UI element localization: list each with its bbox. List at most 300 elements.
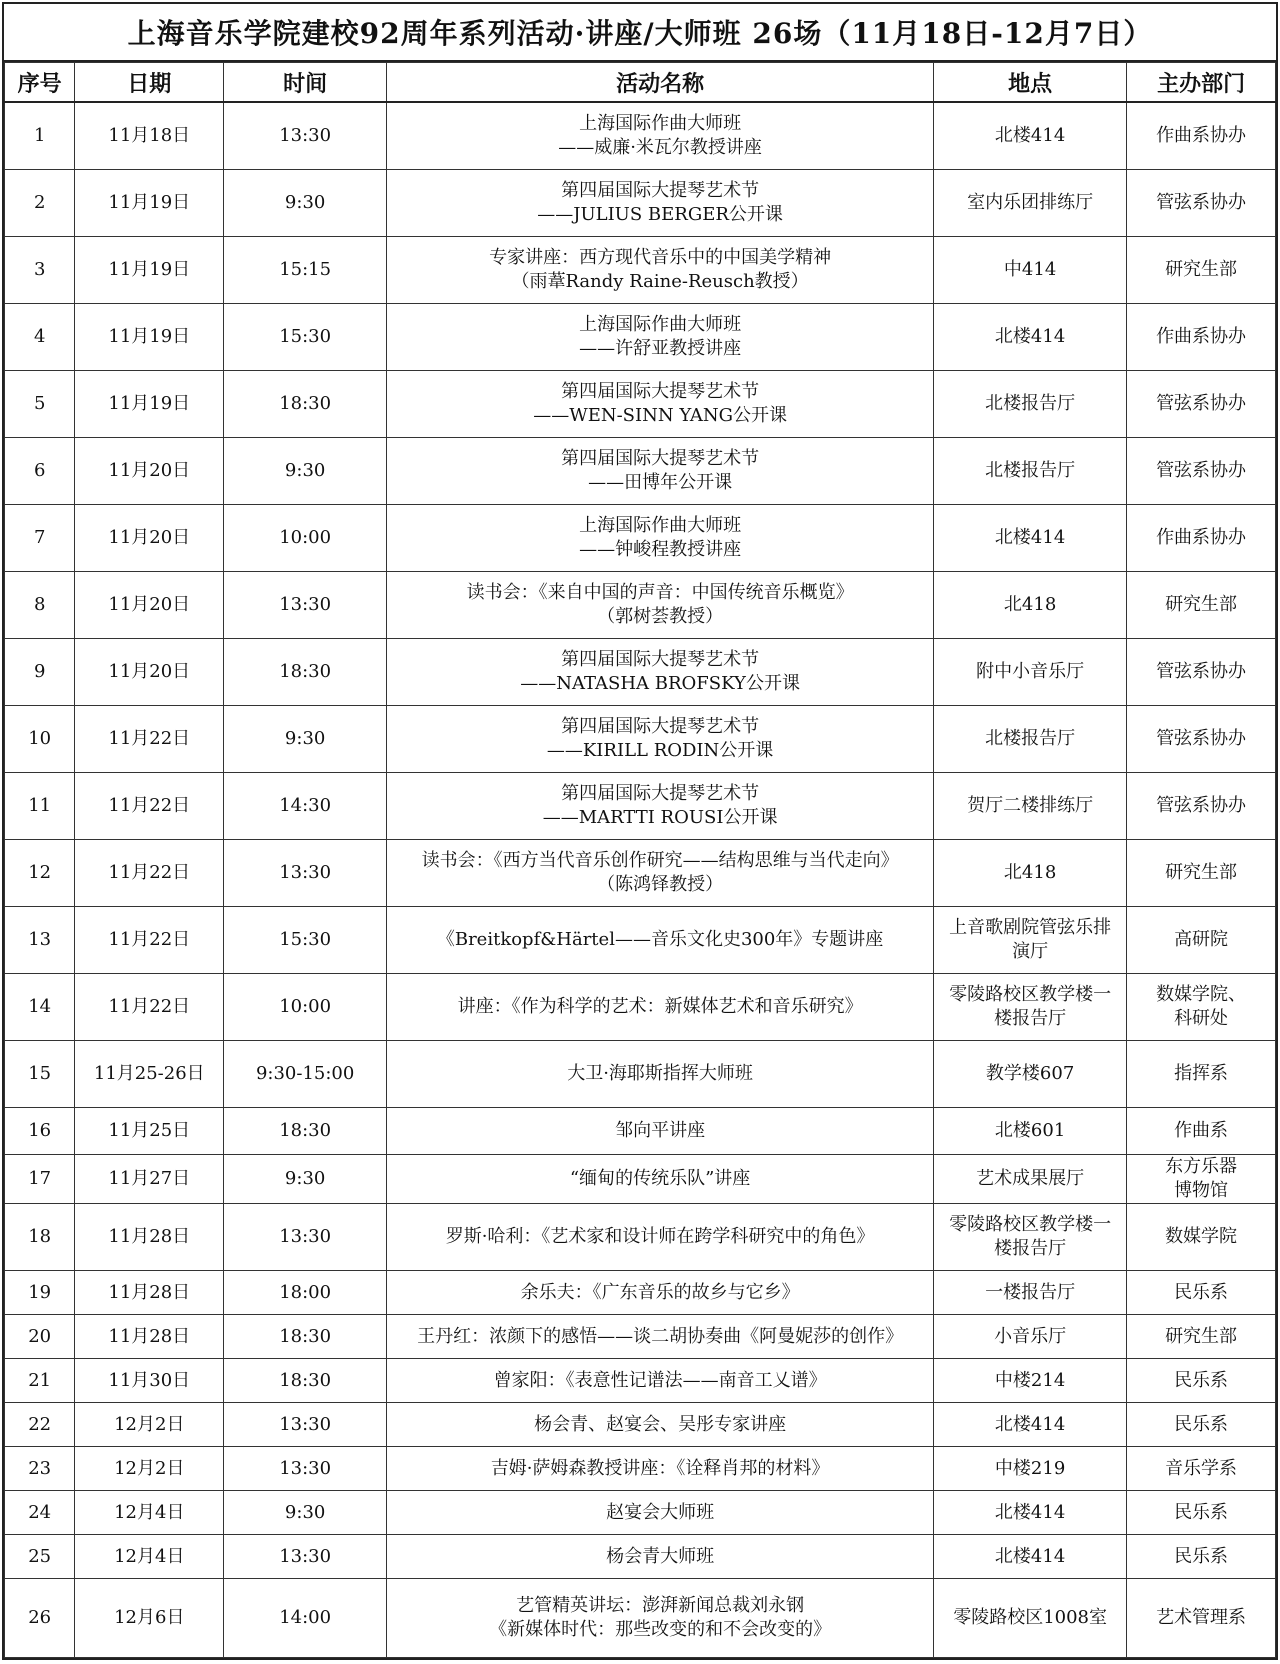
cell-dept [1127, 1359, 1276, 1403]
header-dept: 主办部门 [1127, 63, 1276, 103]
cell-no [5, 639, 75, 706]
cell-activity-text: 上海国际作曲大师班 [579, 515, 742, 536]
cell-date-text: 11月19日 [108, 393, 191, 414]
cell-place-text: 北418 [1003, 862, 1057, 883]
table-header-row [5, 63, 1276, 103]
cell-place-text: 演厅 [1012, 941, 1049, 962]
cell-dept [1127, 438, 1276, 505]
cell-activity-text: 《Breitkopf&Härtel——音乐文化史300年》专题讲座 [436, 929, 884, 950]
cell-no [5, 1204, 75, 1271]
cell-activity-text: 上海国际作曲大师班 [579, 314, 742, 335]
cell-date-text: 11月20日 [108, 460, 191, 481]
cell-place-text: 楼报告厅 [994, 1238, 1067, 1259]
cell-date-text: 11月19日 [108, 326, 191, 347]
cell-place [934, 1204, 1127, 1271]
cell-time [224, 505, 387, 572]
cell-activity-text: （雨葦Randy Raine-Reusch教授） [511, 271, 809, 292]
table-row [5, 974, 1276, 1041]
cell-date-text: 11月22日 [108, 728, 191, 749]
cell-activity-text: 第四届国际大提琴艺术节 [561, 180, 760, 201]
cell-time [224, 371, 387, 438]
cell-place-text: 小音乐厅 [994, 1325, 1067, 1347]
page-title: 上海音乐学院建校92周年系列活动·讲座/大师班 26场（11月18日-12月7日） [4, 4, 1276, 62]
cell-activity-text: 讲座：《作为科学的艺术：新媒体艺术和音乐研究》 [457, 996, 863, 1017]
cell-no-text: 16 [28, 1120, 52, 1141]
cell-activity [387, 1315, 934, 1359]
cell-date [75, 773, 224, 840]
cell-time [224, 438, 387, 505]
table-row [5, 102, 1276, 170]
cell-activity-text: 上海国际作曲大师班 [579, 113, 742, 134]
cell-no-text: 5 [33, 393, 46, 414]
cell-place [934, 1271, 1127, 1315]
cell-time [224, 639, 387, 706]
cell-time-text: 18:30 [279, 1120, 332, 1141]
table-row [5, 438, 1276, 505]
cell-time-text: 9:30 [284, 728, 326, 749]
cell-activity-text: ——许舒亚教授讲座 [579, 338, 742, 359]
cell-activity-text: 赵宴会大师班 [606, 1501, 715, 1523]
cell-no-text: 25 [28, 1545, 52, 1567]
cell-activity-text: 大卫·海耶斯指挥大师班 [567, 1063, 753, 1084]
cell-dept-text: 研究生部 [1165, 1325, 1238, 1347]
cell-activity [387, 639, 934, 706]
cell-dept-text: 民乐系 [1174, 1545, 1229, 1567]
cell-time-text: 18:30 [279, 1369, 332, 1391]
cell-activity [387, 304, 934, 371]
cell-date [75, 572, 224, 639]
cell-place [934, 1155, 1127, 1204]
cell-place-text: 北楼414 [994, 1545, 1066, 1567]
cell-time [224, 974, 387, 1041]
cell-no [5, 1447, 75, 1491]
cell-place [934, 907, 1127, 974]
cell-dept-text: 民乐系 [1174, 1501, 1229, 1523]
cell-place [934, 304, 1127, 371]
cell-time-text: 13:30 [279, 862, 332, 883]
cell-time-text: 18:00 [279, 1281, 332, 1303]
cell-no [5, 1271, 75, 1315]
cell-time-text: 10:00 [279, 996, 332, 1017]
cell-dept-text: 管弦系协办 [1156, 728, 1247, 749]
cell-dept [1127, 840, 1276, 907]
cell-date-text: 11月27日 [108, 1168, 191, 1189]
cell-dept-text: 研究生部 [1165, 259, 1238, 280]
cell-activity-text: ——威廉·米瓦尔教授讲座 [558, 137, 762, 158]
table-row [5, 371, 1276, 438]
cell-date [75, 1155, 224, 1204]
cell-no [5, 438, 75, 505]
cell-date-text: 11月22日 [108, 996, 191, 1017]
cell-time [224, 102, 387, 170]
cell-place [934, 773, 1127, 840]
cell-time [224, 1447, 387, 1491]
cell-place [934, 1041, 1127, 1108]
cell-no [5, 1579, 75, 1658]
cell-date [75, 505, 224, 572]
cell-place-text: 北楼414 [994, 1501, 1066, 1523]
schedule-table [4, 62, 1276, 1658]
cell-date [75, 1204, 224, 1271]
cell-date-text: 11月22日 [108, 862, 191, 883]
cell-time-text: 10:00 [279, 527, 332, 548]
cell-date-text: 11月28日 [108, 1281, 191, 1303]
cell-dept-text: 艺术管理系 [1156, 1607, 1247, 1628]
cell-time [224, 1271, 387, 1315]
cell-place-text: 北418 [1003, 594, 1057, 615]
cell-time-text: 15:30 [279, 929, 332, 950]
cell-date-text: 11月30日 [108, 1369, 191, 1391]
cell-activity-text: ——田博年公开课 [588, 472, 733, 493]
cell-date [75, 907, 224, 974]
cell-activity-text: 第四届国际大提琴艺术节 [561, 716, 760, 737]
cell-dept [1127, 773, 1276, 840]
cell-no [5, 1359, 75, 1403]
table-row [5, 1535, 1276, 1579]
cell-time-text: 13:30 [279, 1413, 332, 1435]
cell-activity-text: 第四届国际大提琴艺术节 [561, 649, 760, 670]
cell-place-text: 教学楼607 [985, 1063, 1075, 1084]
cell-no [5, 974, 75, 1041]
cell-time [224, 773, 387, 840]
cell-activity-text: ——钟峻程教授讲座 [579, 539, 742, 560]
cell-date [75, 974, 224, 1041]
header-place: 地点 [934, 63, 1127, 103]
cell-time-text: 15:15 [279, 259, 332, 280]
cell-no-text: 14 [28, 996, 52, 1017]
cell-date-text: 12月6日 [114, 1607, 185, 1628]
cell-dept-text: 科研处 [1174, 1008, 1229, 1029]
table-row [5, 907, 1276, 974]
cell-activity-text: ——WEN-SINN YANG公开课 [533, 405, 787, 426]
cell-date [75, 639, 224, 706]
cell-date [75, 102, 224, 170]
cell-time-text: 9:30 [284, 1168, 326, 1189]
cell-activity-text: 第四届国际大提琴艺术节 [561, 448, 760, 469]
cell-no-text: 13 [28, 929, 52, 950]
cell-place-text: 上音歌剧院管弦乐排 [949, 917, 1112, 938]
cell-dept [1127, 1491, 1276, 1535]
cell-dept-text: 管弦系协办 [1156, 460, 1247, 481]
cell-dept-text: 数媒学院 [1165, 1226, 1238, 1247]
cell-place [934, 572, 1127, 639]
cell-no-text: 11 [28, 795, 52, 816]
cell-place-text: 北楼414 [994, 1413, 1066, 1435]
cell-activity-text: 第四届国际大提琴艺术节 [561, 783, 760, 804]
cell-place-text: 北楼报告厅 [985, 393, 1076, 414]
cell-no-text: 19 [28, 1281, 52, 1303]
cell-place-text: 中414 [1003, 259, 1057, 280]
cell-time-text: 18:30 [279, 393, 332, 414]
cell-activity [387, 1447, 934, 1491]
cell-dept [1127, 1155, 1276, 1204]
table-row [5, 1271, 1276, 1315]
table-row [5, 773, 1276, 840]
cell-place [934, 1108, 1127, 1155]
cell-activity [387, 1359, 934, 1403]
cell-place-text: 附中小音乐厅 [976, 661, 1085, 682]
cell-activity-text: 杨会青大师班 [606, 1545, 715, 1567]
cell-dept-text: 研究生部 [1165, 594, 1238, 615]
cell-no-text: 6 [33, 460, 46, 481]
cell-date-text: 11月28日 [108, 1325, 191, 1347]
cell-time [224, 1403, 387, 1447]
cell-place-text: 一楼报告厅 [985, 1281, 1076, 1303]
cell-time-text: 13:30 [279, 125, 332, 146]
cell-dept-text: 研究生部 [1165, 862, 1238, 883]
cell-date-text: 11月25-26日 [93, 1063, 205, 1084]
cell-dept-text: 管弦系协办 [1156, 192, 1247, 213]
cell-no [5, 1155, 75, 1204]
cell-place [934, 1491, 1127, 1535]
cell-place [934, 371, 1127, 438]
cell-activity [387, 371, 934, 438]
cell-date [75, 1041, 224, 1108]
cell-activity [387, 1403, 934, 1447]
cell-activity [387, 572, 934, 639]
cell-activity [387, 907, 934, 974]
cell-no [5, 1041, 75, 1108]
cell-activity-text: 读书会：《来自中国的声音：中国传统音乐概览》 [466, 582, 854, 603]
table-row [5, 840, 1276, 907]
cell-time [224, 907, 387, 974]
cell-dept-text: 作曲系协办 [1156, 527, 1247, 548]
cell-date [75, 371, 224, 438]
cell-place-text: 贺厅二楼排练厅 [967, 795, 1094, 816]
cell-activity-text: 王丹红：浓颜下的感悟——谈二胡协奏曲《阿曼妮莎的创作》 [417, 1325, 904, 1347]
cell-date-text: 11月22日 [108, 929, 191, 950]
table-row [5, 1204, 1276, 1271]
cell-dept [1127, 1447, 1276, 1491]
cell-no [5, 1491, 75, 1535]
cell-no [5, 170, 75, 237]
cell-dept [1127, 1041, 1276, 1108]
cell-no [5, 237, 75, 304]
cell-place-text: 北楼414 [994, 125, 1066, 146]
cell-date-text: 11月22日 [108, 795, 191, 816]
cell-dept-text: 音乐学系 [1165, 1457, 1238, 1479]
cell-activity [387, 706, 934, 773]
cell-time-text: 18:30 [279, 661, 332, 682]
cell-no-text: 1 [33, 125, 46, 146]
cell-dept [1127, 170, 1276, 237]
cell-activity-text: ——KIRILL RODIN公开课 [546, 740, 774, 761]
cell-place [934, 170, 1127, 237]
cell-dept [1127, 1403, 1276, 1447]
cell-dept [1127, 505, 1276, 572]
cell-date-text: 11月18日 [108, 125, 191, 146]
cell-no-text: 10 [28, 728, 52, 749]
schedule-sheet [2, 2, 1278, 1660]
cell-activity-text: 艺管精英讲坛：澎湃新闻总裁刘永钢 [516, 1595, 805, 1616]
cell-date-text: 11月20日 [108, 527, 191, 548]
table-row [5, 505, 1276, 572]
cell-no-text: 18 [28, 1226, 52, 1247]
cell-activity [387, 1041, 934, 1108]
cell-dept [1127, 1579, 1276, 1658]
cell-activity-text: 《新媒体时代：那些改变的和不会改变的》 [489, 1619, 832, 1640]
cell-dept-text: 民乐系 [1174, 1369, 1229, 1391]
cell-activity [387, 102, 934, 170]
cell-activity [387, 237, 934, 304]
cell-dept-text: 高研院 [1174, 929, 1229, 950]
cell-no-text: 8 [33, 594, 46, 615]
header-activity: 活动名称 [387, 63, 934, 103]
cell-activity [387, 1108, 934, 1155]
cell-place-text: 北楼601 [994, 1120, 1066, 1141]
cell-activity-text: 杨会青、赵宴会、吴彤专家讲座 [534, 1413, 787, 1435]
cell-time-text: 9:30 [284, 460, 326, 481]
cell-no [5, 1315, 75, 1359]
cell-place [934, 1447, 1127, 1491]
cell-no-text: 21 [28, 1369, 52, 1391]
cell-dept-text: 管弦系协办 [1156, 661, 1247, 682]
cell-no-text: 4 [33, 326, 46, 347]
cell-time [224, 1155, 387, 1204]
cell-place-text: 室内乐团排练厅 [967, 192, 1094, 213]
cell-activity [387, 170, 934, 237]
cell-time-text: 15:30 [279, 326, 332, 347]
cell-dept-text: 数媒学院、 [1156, 984, 1247, 1005]
cell-dept-text: 博物馆 [1174, 1180, 1229, 1201]
cell-date [75, 1108, 224, 1155]
cell-place [934, 840, 1127, 907]
cell-activity-text: 第四届国际大提琴艺术节 [561, 381, 760, 402]
cell-activity [387, 773, 934, 840]
cell-place [934, 505, 1127, 572]
cell-dept [1127, 572, 1276, 639]
cell-time-text: 13:30 [279, 1457, 332, 1479]
cell-no-text: 3 [33, 259, 46, 280]
cell-date [75, 1359, 224, 1403]
cell-date-text: 12月2日 [114, 1457, 185, 1479]
cell-dept-text: 指挥系 [1174, 1063, 1229, 1084]
table-row [5, 1315, 1276, 1359]
cell-dept-text: 作曲系 [1174, 1120, 1229, 1141]
cell-activity [387, 505, 934, 572]
cell-activity-text: ——NATASHA BROFSKY公开课 [520, 673, 800, 694]
table-row [5, 1403, 1276, 1447]
cell-date-text: 11月25日 [108, 1120, 191, 1141]
cell-activity [387, 438, 934, 505]
cell-time-text: 9:30 [284, 192, 326, 213]
cell-place-text: 中楼219 [994, 1457, 1066, 1479]
table-row [5, 1041, 1276, 1108]
cell-no [5, 1535, 75, 1579]
cell-place-text: 零陵路校区教学楼一 [949, 984, 1112, 1005]
cell-time [224, 1315, 387, 1359]
cell-dept [1127, 1271, 1276, 1315]
cell-dept [1127, 706, 1276, 773]
table-row [5, 639, 1276, 706]
cell-no [5, 773, 75, 840]
cell-activity-text: 曾家阳：《表意性记谱法——南音工乂谱》 [493, 1369, 827, 1391]
cell-activity [387, 1579, 934, 1658]
cell-date [75, 1271, 224, 1315]
cell-dept [1127, 102, 1276, 170]
cell-dept [1127, 1108, 1276, 1155]
header-date: 日期 [75, 63, 224, 103]
cell-dept-text: 管弦系协办 [1156, 795, 1247, 816]
cell-date-text: 11月20日 [108, 594, 191, 615]
cell-time [224, 706, 387, 773]
cell-time [224, 304, 387, 371]
cell-time-text: 13:30 [279, 1226, 332, 1247]
cell-no [5, 840, 75, 907]
cell-no-text: 12 [28, 862, 52, 883]
cell-place [934, 438, 1127, 505]
cell-time-text: 18:30 [279, 1325, 332, 1347]
cell-activity-text: 余乐夫：《广东音乐的故乡与它乡》 [520, 1281, 800, 1303]
cell-time [224, 572, 387, 639]
cell-dept [1127, 1315, 1276, 1359]
cell-dept-text: 民乐系 [1174, 1281, 1229, 1303]
cell-activity-text: （陈鸿铎教授） [597, 874, 724, 895]
cell-place [934, 1579, 1127, 1658]
cell-place-text: 艺术成果展厅 [976, 1168, 1085, 1189]
cell-activity-text: 罗斯·哈利：《艺术家和设计师在跨学科研究中的角色》 [445, 1226, 875, 1247]
cell-time-text: 13:30 [279, 1545, 332, 1567]
cell-date [75, 1447, 224, 1491]
cell-date-text: 11月19日 [108, 192, 191, 213]
cell-time [224, 1359, 387, 1403]
table-row [5, 1579, 1276, 1658]
cell-no-text: 7 [33, 527, 46, 548]
cell-dept [1127, 907, 1276, 974]
cell-no-text: 17 [28, 1168, 52, 1189]
cell-time [224, 1579, 387, 1658]
cell-time [224, 1108, 387, 1155]
table-row [5, 1491, 1276, 1535]
header-time: 时间 [224, 63, 387, 103]
cell-time-text: 9:30 [284, 1501, 326, 1523]
cell-date [75, 1535, 224, 1579]
cell-activity [387, 1491, 934, 1535]
cell-no [5, 371, 75, 438]
cell-no-text: 24 [28, 1501, 52, 1523]
cell-date-text: 11月20日 [108, 661, 191, 682]
cell-date [75, 840, 224, 907]
cell-no-text: 9 [33, 661, 46, 682]
cell-no-text: 26 [28, 1607, 52, 1628]
cell-time-text: 9:30-15:00 [255, 1063, 355, 1084]
cell-date-text: 12月4日 [114, 1501, 185, 1523]
cell-date [75, 1315, 224, 1359]
cell-time-text: 14:30 [279, 795, 332, 816]
cell-place-text: 北楼414 [994, 527, 1066, 548]
cell-dept [1127, 974, 1276, 1041]
cell-place [934, 1359, 1127, 1403]
cell-time [224, 1535, 387, 1579]
cell-activity [387, 1155, 934, 1204]
header-no: 序号 [5, 63, 75, 103]
cell-place [934, 639, 1127, 706]
cell-dept [1127, 304, 1276, 371]
cell-date [75, 1579, 224, 1658]
cell-place-text: 零陵路校区教学楼一 [949, 1214, 1112, 1235]
cell-date [75, 1491, 224, 1535]
cell-place [934, 1535, 1127, 1579]
table-row [5, 572, 1276, 639]
cell-dept-text: 东方乐器 [1165, 1156, 1238, 1177]
cell-no [5, 505, 75, 572]
cell-date-text: 12月4日 [114, 1545, 185, 1567]
table-row [5, 237, 1276, 304]
cell-place-text: 楼报告厅 [994, 1008, 1067, 1029]
cell-date [75, 706, 224, 773]
cell-place-text: 北楼报告厅 [985, 728, 1076, 749]
cell-place-text: 北楼414 [994, 326, 1066, 347]
